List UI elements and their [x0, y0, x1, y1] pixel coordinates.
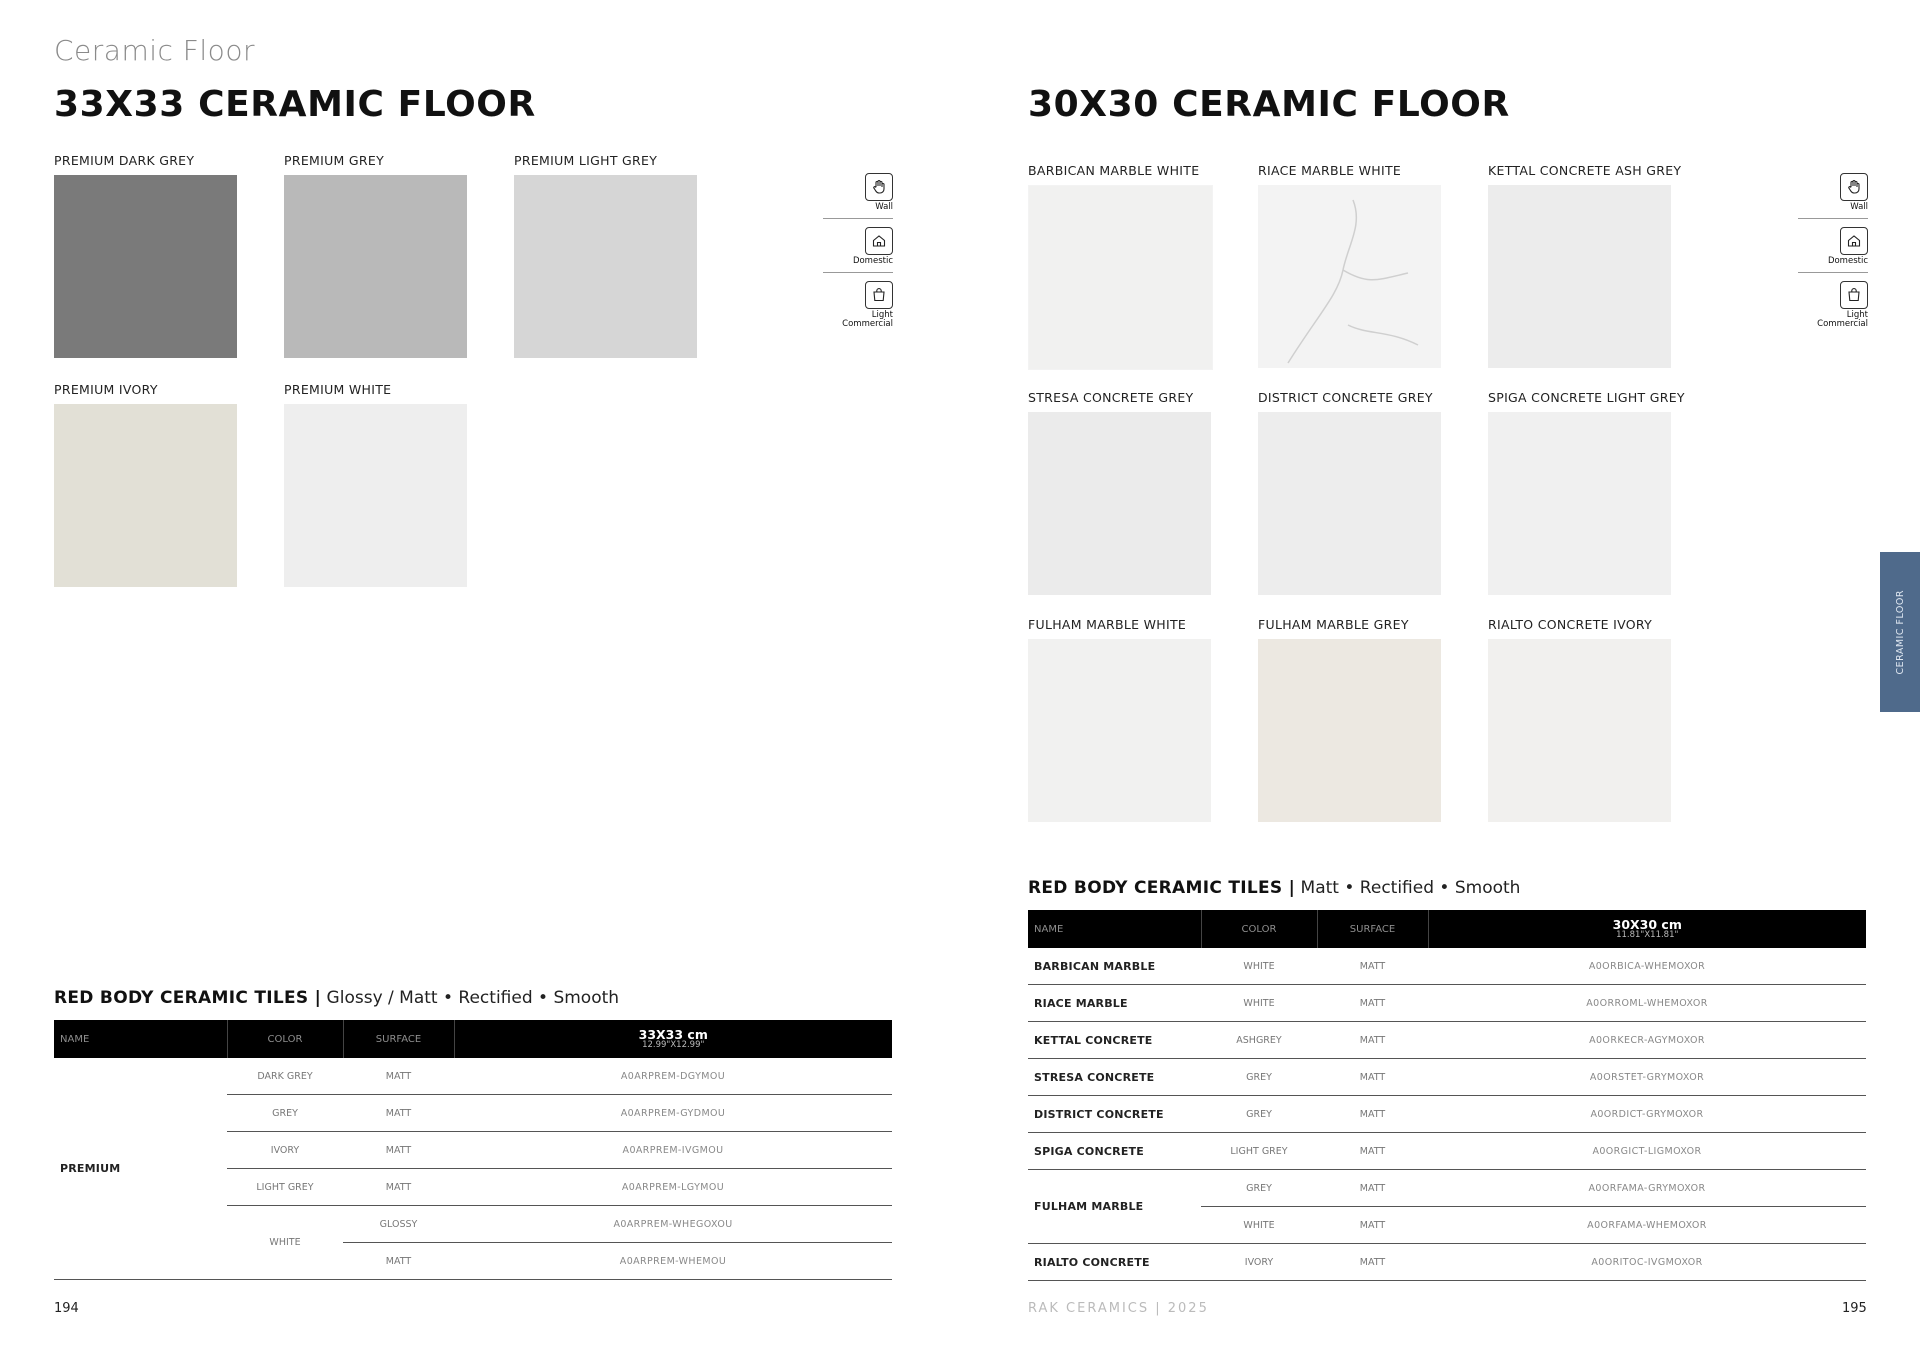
- cell-color: GREY: [1201, 1170, 1317, 1207]
- cell-code: A0ARPREM-WHEMOU: [454, 1243, 892, 1280]
- house-icon: [865, 227, 893, 255]
- swatch-label: PREMIUM LIGHT GREY: [514, 153, 658, 168]
- wall-label: Wall: [1850, 202, 1868, 212]
- cell-surface: MATT: [1317, 1207, 1428, 1244]
- swatch-label: KETTAL CONCRETE ASH GREY: [1488, 163, 1682, 178]
- cell-code: A0ORKECR-AGYMOXOR: [1428, 1022, 1866, 1059]
- table-header-row: [54, 1020, 892, 1058]
- cell-code: A0ARPREM-GYDMOU: [454, 1095, 892, 1132]
- cell-code: A0ORFAMA-GRYMOXOR: [1428, 1170, 1866, 1207]
- cell-surface: MATT: [343, 1132, 454, 1169]
- spec-table-right: [1028, 910, 1866, 1281]
- cell-surface: GLOSSY: [343, 1206, 454, 1243]
- light-commercial-label: Light Commercial: [842, 309, 893, 329]
- swatch-label: RIACE MARBLE WHITE: [1258, 163, 1402, 178]
- cell-color: WHITE: [227, 1206, 343, 1280]
- swatch-label: PREMIUM WHITE: [284, 382, 392, 397]
- col-size: 33X33 cm 12.99"X12.99": [454, 1020, 892, 1058]
- tile-swatch: [1028, 412, 1211, 595]
- usage-icons: [833, 173, 893, 329]
- section-side-tab[interactable]: [1880, 552, 1920, 712]
- cell-code: A0ARPREM-DGYMOU: [454, 1058, 892, 1095]
- cell-surface: MATT: [1317, 1022, 1428, 1059]
- cell-code: A0ORFAMA-WHEMOXOR: [1428, 1207, 1866, 1244]
- tile-swatch: [54, 404, 237, 587]
- wall-label: Wall: [875, 202, 893, 212]
- col-size: 30X30 cm 11.81"X11.81": [1428, 910, 1866, 948]
- col-name: NAME: [1028, 910, 1201, 948]
- cell-name: KETTAL CONCRETE: [1028, 1022, 1201, 1059]
- tile-swatch: [1488, 639, 1671, 822]
- cell-name: BARBICAN MARBLE: [1028, 948, 1201, 985]
- light-commercial-label: Light Commercial: [1817, 309, 1868, 329]
- swatch-label: PREMIUM GREY: [284, 153, 385, 168]
- divider: [823, 218, 893, 219]
- swatch-label: RIALTO CONCRETE IVORY: [1488, 617, 1653, 632]
- cell-name: SPIGA CONCRETE: [1028, 1133, 1201, 1170]
- divider: [1798, 218, 1868, 219]
- cell-color: WHITE: [1201, 985, 1317, 1022]
- tile-swatch: [1028, 185, 1213, 370]
- cell-name: DISTRICT CONCRETE: [1028, 1096, 1201, 1133]
- cell-color: DARK GREY: [227, 1058, 343, 1095]
- hand-icon: [1840, 173, 1868, 201]
- page-number-left: 194: [54, 1301, 79, 1316]
- cell-name: FULHAM MARBLE: [1028, 1170, 1201, 1244]
- divider: [823, 272, 893, 273]
- col-name: NAME: [54, 1020, 227, 1058]
- col-color: COLOR: [1201, 910, 1317, 948]
- tile-swatch: [1258, 639, 1441, 822]
- cell-name: RIALTO CONCRETE: [1028, 1244, 1201, 1281]
- swatch-label: DISTRICT CONCRETE GREY: [1258, 390, 1433, 405]
- cell-code: A0ORGICT-LIGMOXOR: [1428, 1133, 1866, 1170]
- table-row: [1028, 985, 1866, 1022]
- table-row: [1028, 1244, 1866, 1281]
- cell-color: IVORY: [1201, 1244, 1317, 1281]
- swatch-label: FULHAM MARBLE WHITE: [1028, 617, 1187, 632]
- domestic-label: Domestic: [1827, 255, 1868, 266]
- table-row: [1028, 1022, 1866, 1059]
- cell-color: GREY: [1201, 1096, 1317, 1133]
- cell-surface: MATT: [1317, 1244, 1428, 1281]
- page-title-left: 33X33 CERAMIC FLOOR: [54, 84, 536, 125]
- shopping-bag-icon: [1840, 281, 1868, 309]
- cell-surface: MATT: [343, 1058, 454, 1095]
- cell-name: RIACE MARBLE: [1028, 985, 1201, 1022]
- cell-surface: MATT: [1317, 1059, 1428, 1096]
- tile-swatch: [1488, 412, 1671, 595]
- cell-name: STRESA CONCRETE: [1028, 1059, 1201, 1096]
- cell-code: A0ARPREM-LGYMOU: [454, 1169, 892, 1206]
- table-row: [1028, 1133, 1866, 1170]
- cell-surface: MATT: [343, 1095, 454, 1132]
- swatch-label: STRESA CONCRETE GREY: [1028, 390, 1194, 405]
- page-title-right: 30X30 CERAMIC FLOOR: [1028, 84, 1510, 125]
- shopping-bag-icon: [865, 281, 893, 309]
- page-number-right: 195: [1842, 1301, 1867, 1316]
- table-header-row: [1028, 910, 1866, 948]
- tile-swatch: [1258, 185, 1441, 368]
- divider: [1798, 272, 1868, 273]
- cell-code: A0ORBICA-WHEMOXOR: [1428, 948, 1866, 985]
- marble-veins: [1258, 185, 1441, 368]
- cell-surface: MATT: [1317, 948, 1428, 985]
- table-heading-right: RED BODY CERAMIC TILES | Matt • Rectified • Smooth: [1028, 878, 1521, 898]
- cell-color: IVORY: [227, 1132, 343, 1169]
- table-row: [1028, 1059, 1866, 1096]
- tile-swatch: [54, 175, 237, 358]
- cell-code: A0ARPREM-IVGMOU: [454, 1132, 892, 1169]
- usage-icons: [1808, 173, 1868, 329]
- cell-surface: MATT: [343, 1243, 454, 1280]
- cell-code: A0ORROML-WHEMOXOR: [1428, 985, 1866, 1022]
- col-surface: SURFACE: [343, 1020, 454, 1058]
- cell-surface: MATT: [343, 1169, 454, 1206]
- side-tab-label: CERAMIC FLOOR: [1894, 589, 1906, 675]
- cell-surface: MATT: [1317, 1170, 1428, 1207]
- cell-surface: MATT: [1317, 1133, 1428, 1170]
- swatch-label: PREMIUM DARK GREY: [54, 153, 195, 168]
- cell-surface: MATT: [1317, 985, 1428, 1022]
- cell-color: GREY: [1201, 1059, 1317, 1096]
- tile-swatch: [284, 404, 467, 587]
- tile-swatch: [1488, 185, 1671, 368]
- swatch-label: PREMIUM IVORY: [54, 382, 158, 397]
- tile-swatch: [284, 175, 467, 358]
- hand-icon: [865, 173, 893, 201]
- col-surface: SURFACE: [1317, 910, 1428, 948]
- domestic-label: Domestic: [852, 255, 893, 266]
- cell-color: GREY: [227, 1095, 343, 1132]
- series-name: PREMIUM: [54, 1058, 227, 1280]
- tile-swatch: [514, 175, 697, 358]
- table-row: [1028, 948, 1866, 985]
- cell-color: LIGHT GREY: [1201, 1133, 1317, 1170]
- cell-color: WHITE: [1201, 1207, 1317, 1244]
- house-icon: [1840, 227, 1868, 255]
- swatch-label: SPIGA CONCRETE LIGHT GREY: [1488, 390, 1685, 405]
- cell-color: ASHGREY: [1201, 1022, 1317, 1059]
- section-kicker: Ceramic Floor: [54, 34, 255, 67]
- spec-table-left: [54, 1020, 892, 1280]
- cell-color: WHITE: [1201, 948, 1317, 985]
- table-row: [54, 1058, 892, 1095]
- cell-surface: MATT: [1317, 1096, 1428, 1133]
- footer-brand: RAK CERAMICS | 2025: [1028, 1301, 1209, 1316]
- cell-code: A0ORITOC-IVGMOXOR: [1428, 1244, 1866, 1281]
- cell-code: A0ORSTET-GRYMOXOR: [1428, 1059, 1866, 1096]
- cell-code: A0ARPREM-WHEGOXOU: [454, 1206, 892, 1243]
- table-row: [1028, 1170, 1866, 1207]
- table-row: [1028, 1096, 1866, 1133]
- swatch-label: BARBICAN MARBLE WHITE: [1028, 163, 1200, 178]
- cell-code: A0ORDICT-GRYMOXOR: [1428, 1096, 1866, 1133]
- tile-swatch: [1258, 412, 1441, 595]
- cell-color: LIGHT GREY: [227, 1169, 343, 1206]
- tile-swatch: [1028, 639, 1211, 822]
- swatch-label: FULHAM MARBLE GREY: [1258, 617, 1409, 632]
- table-heading-left: RED BODY CERAMIC TILES | Glossy / Matt • Rectified • Smooth: [54, 988, 620, 1008]
- col-color: COLOR: [227, 1020, 343, 1058]
